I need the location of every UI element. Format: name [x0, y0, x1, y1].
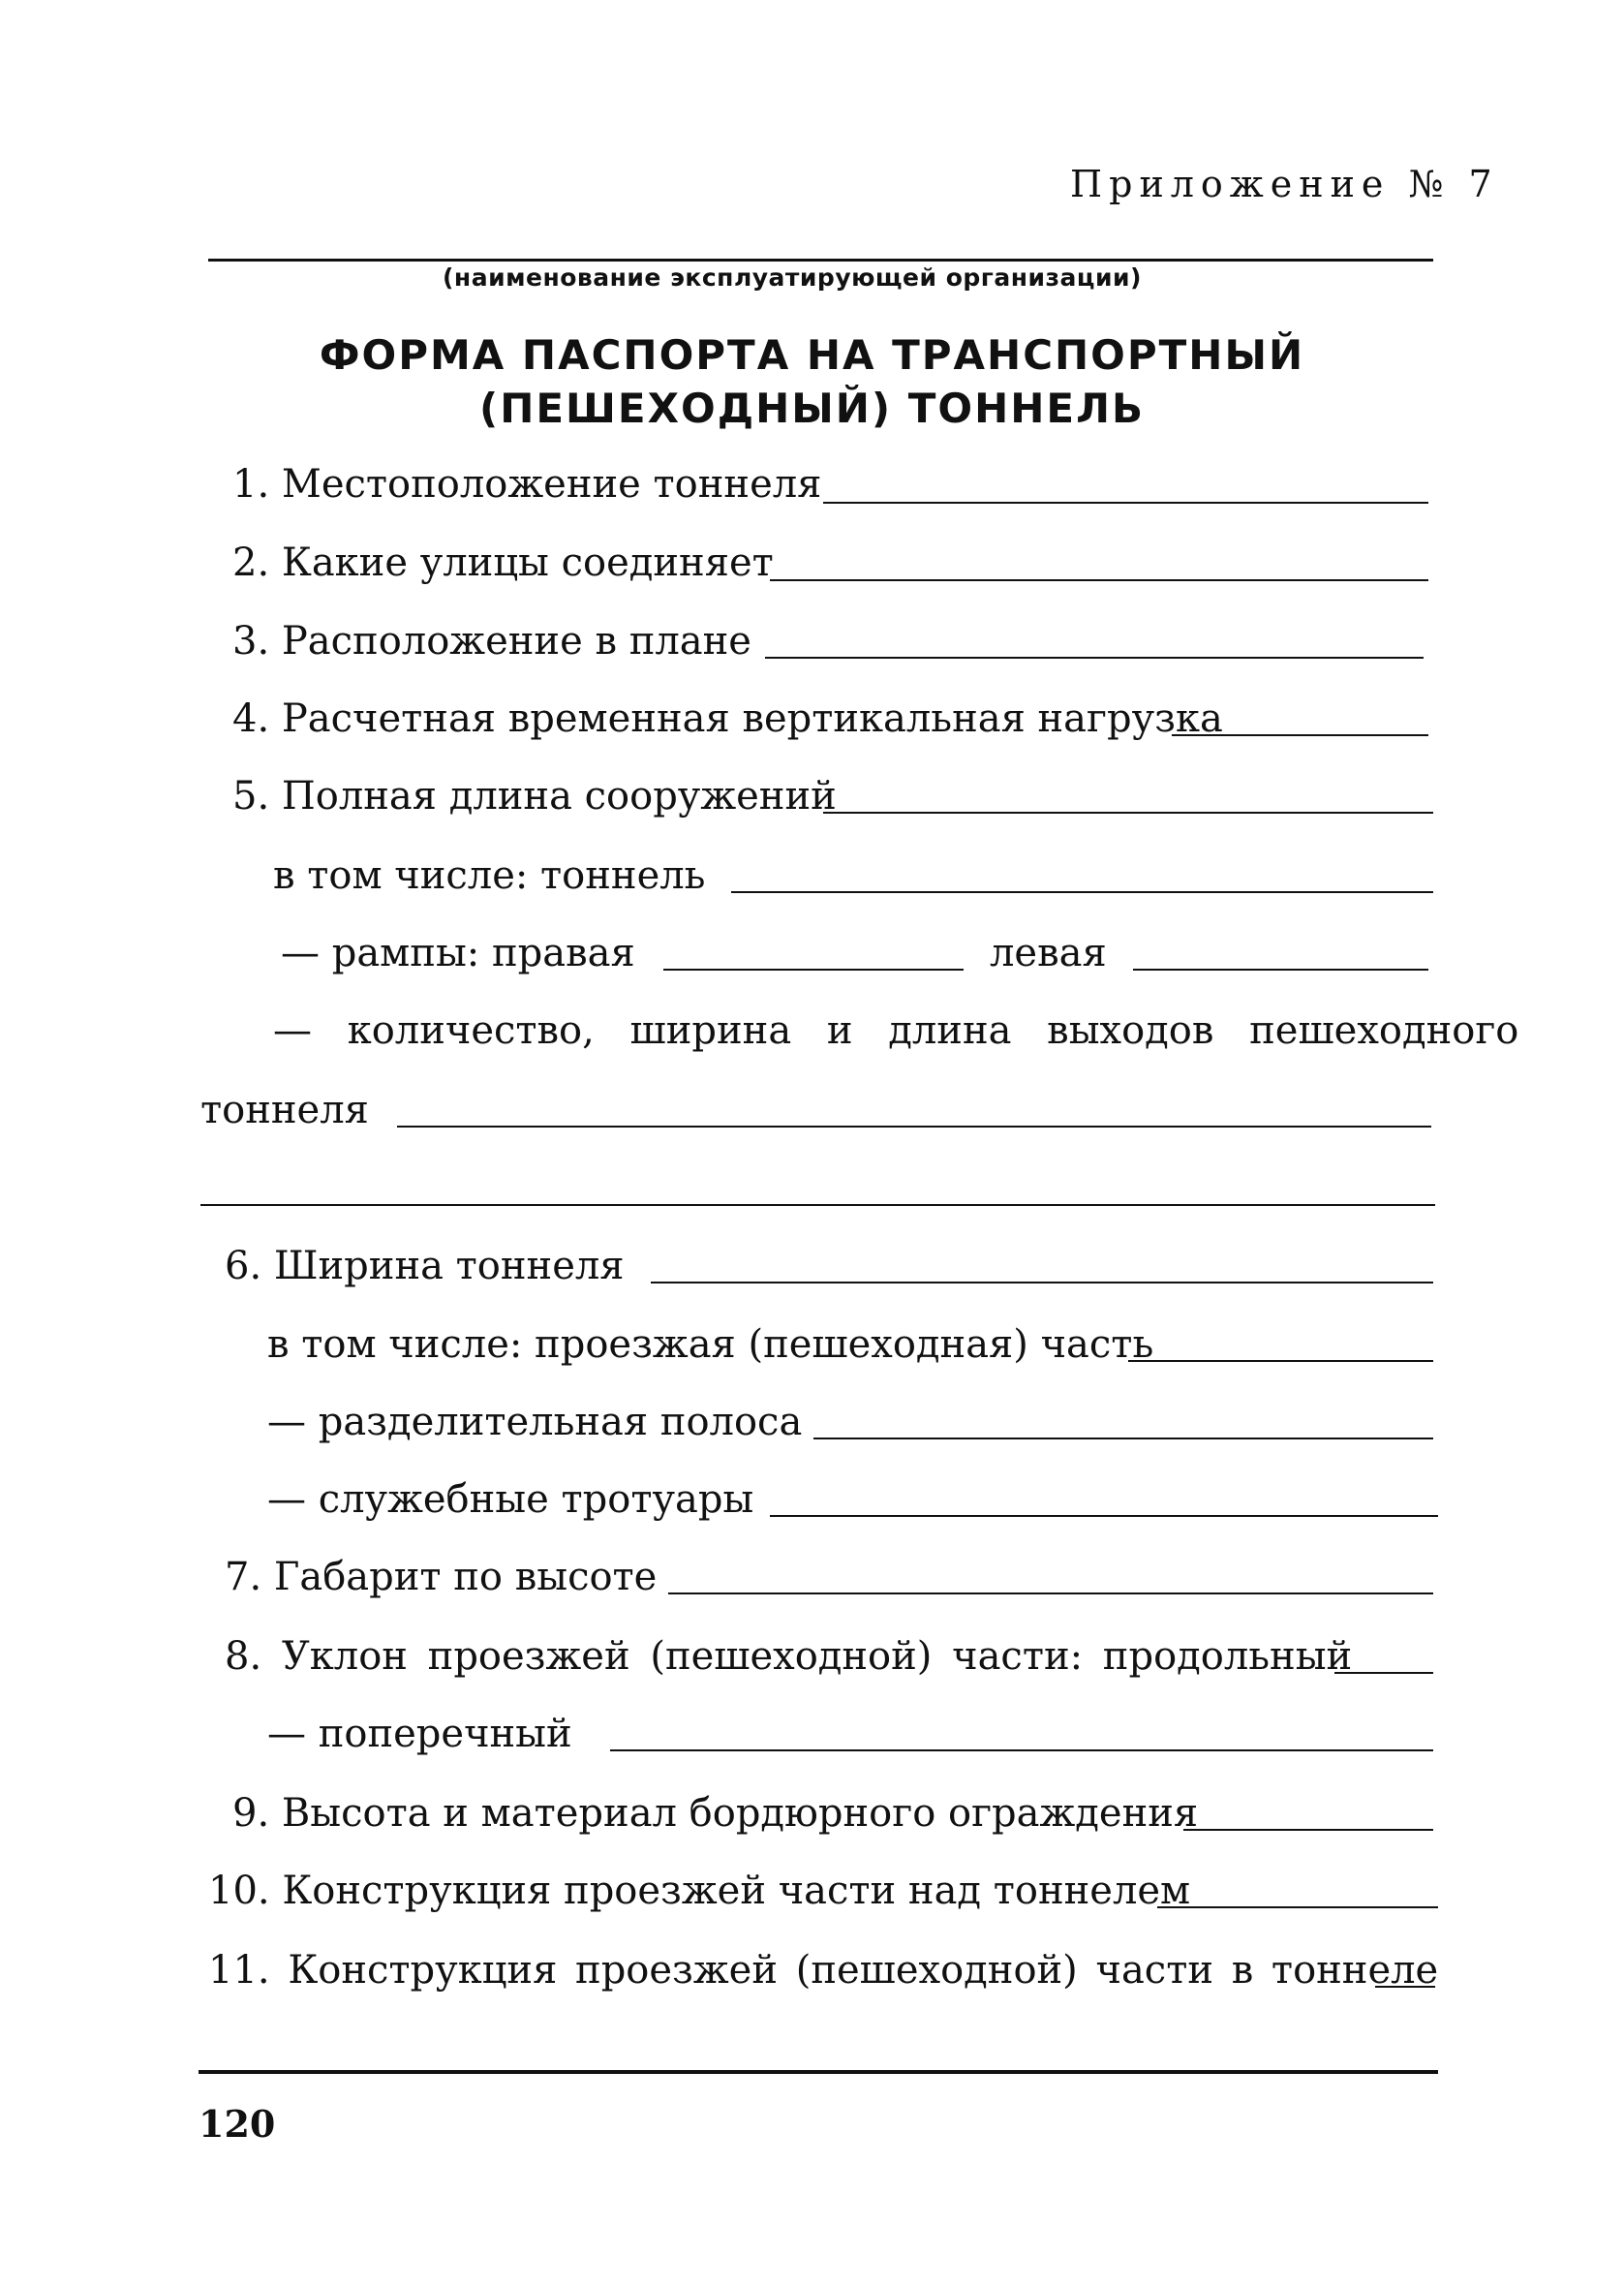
organization-name-line[interactable] — [208, 259, 1433, 262]
item-7-field[interactable] — [668, 1592, 1433, 1594]
item-1-field[interactable] — [823, 502, 1428, 504]
item-9-label: 9. Высота и материал бордюрного ограждения — [232, 1791, 1199, 1836]
item-5b-right-field[interactable] — [663, 969, 964, 971]
item-5c-continuation: тоннеля — [200, 1088, 369, 1132]
item-8a-field[interactable] — [610, 1749, 1433, 1751]
item-5a-field[interactable] — [731, 891, 1433, 893]
item-5c-field-extra[interactable] — [200, 1204, 1435, 1206]
item-2-label: 2. Какие улицы соединяет — [232, 541, 774, 585]
item-5b-left-label: левая — [990, 931, 1107, 975]
page-title-line2: (ПЕШЕХОДНЫЙ) ТОННЕЛЬ — [479, 385, 1145, 432]
item-6-field[interactable] — [651, 1282, 1433, 1283]
item-7-label: 7. Габарит по высоте — [225, 1555, 658, 1599]
item-8-field[interactable] — [1334, 1672, 1433, 1674]
organization-caption: (наименование эксплуатирующей организации) — [443, 263, 1142, 292]
item-5-label: 5. Полная длина сооружений — [232, 774, 837, 819]
item-6b-field[interactable] — [813, 1438, 1433, 1439]
item-10-label: 10. Конструкция проезжей части над тоннелем — [208, 1869, 1191, 1913]
item-4-label: 4. Расчетная временная вертикальная нагрузка — [232, 696, 1223, 741]
item-10-field[interactable] — [1157, 1906, 1438, 1908]
item-9-field[interactable] — [1183, 1829, 1433, 1831]
item-2-field[interactable] — [770, 579, 1428, 581]
item-6c-field[interactable] — [770, 1515, 1438, 1517]
item-11-field[interactable] — [1375, 1986, 1435, 1988]
item-3-field[interactable] — [765, 657, 1424, 659]
item-6c-label: — служебные тротуары — [267, 1477, 754, 1522]
item-6b-label: — разделительная полоса — [267, 1400, 803, 1444]
page-number: 120 — [199, 2102, 276, 2146]
footer-rule — [199, 2070, 1438, 2074]
item-8a-label: — поперечный — [267, 1712, 572, 1756]
item-1-label: 1. Местоположение тоннеля — [232, 462, 822, 507]
appendix-label: Приложение № 7 — [1070, 163, 1499, 205]
item-3-label: 3. Расположение в плане — [232, 619, 751, 664]
item-6a-field[interactable] — [1128, 1360, 1433, 1362]
item-5a-label: в том числе: тоннель — [273, 853, 706, 898]
item-5-field[interactable] — [823, 812, 1433, 814]
item-6a-label: в том числе: проезжая (пешеходная) часть — [267, 1322, 1154, 1367]
item-5b-right-label: — рампы: правая — [281, 931, 635, 975]
item-5c-field[interactable] — [397, 1126, 1431, 1128]
page-title-line1: ФОРМА ПАСПОРТА НА ТРАНСПОРТНЫЙ — [319, 331, 1305, 379]
item-4-field[interactable] — [1172, 734, 1428, 736]
item-5c-label: — количество, ширина и длина выходов пешеходного — [273, 1008, 1519, 1053]
item-5b-left-field[interactable] — [1133, 969, 1428, 971]
item-8-label: 8. Уклон проезжей (пешеходной) части: продольный — [225, 1634, 1353, 1679]
item-6-label: 6. Ширина тоннеля — [225, 1244, 625, 1288]
item-11-label: 11. Конструкция проезжей (пешеходной) части в тоннеле — [208, 1948, 1439, 1993]
